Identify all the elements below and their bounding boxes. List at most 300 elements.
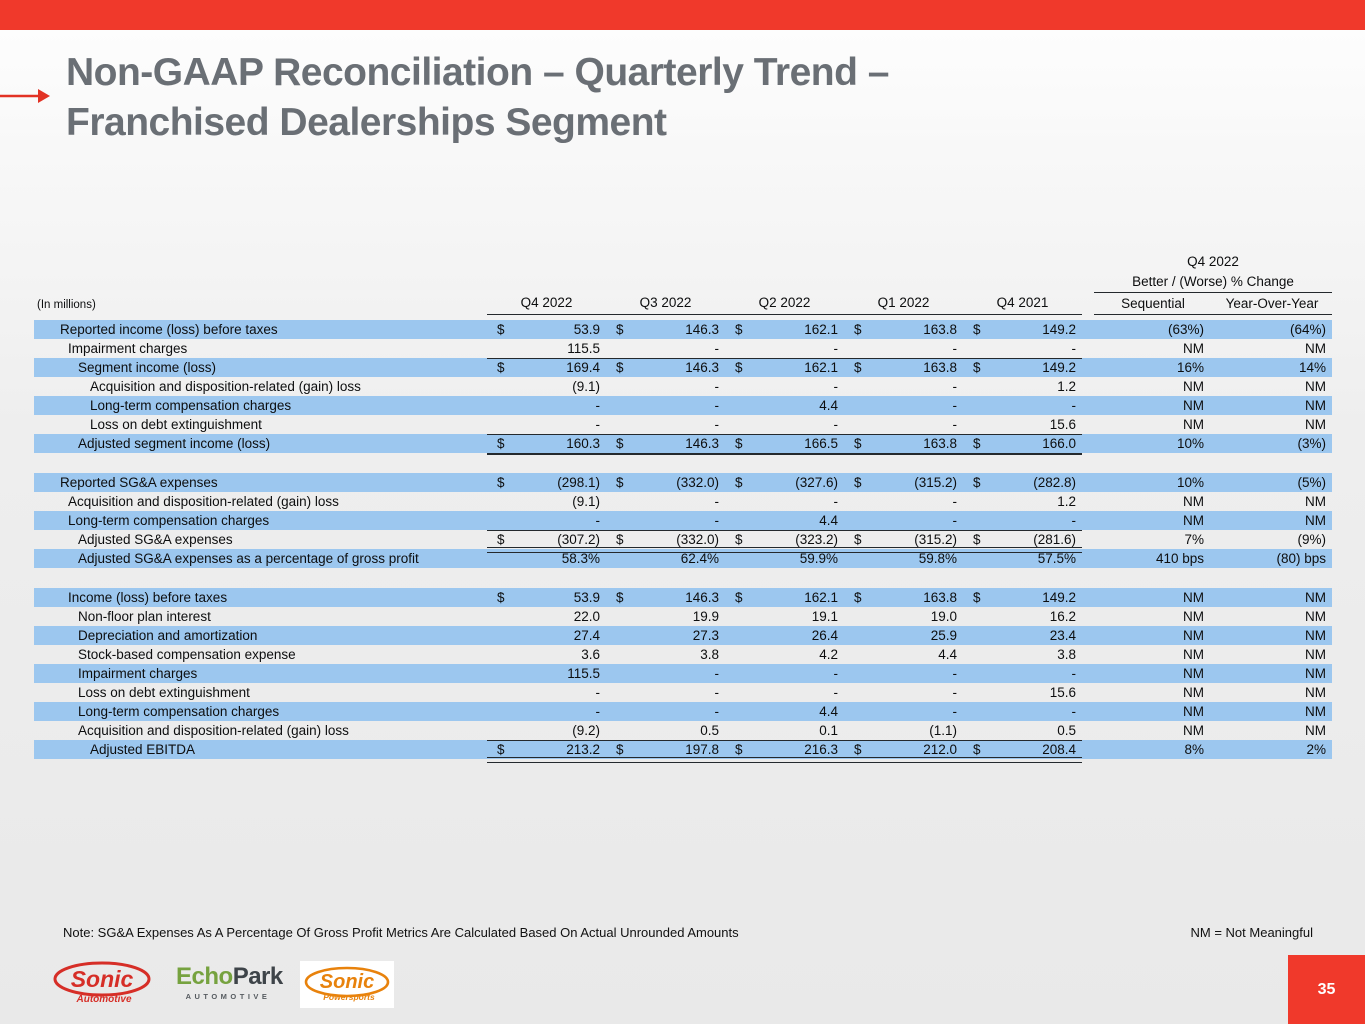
dollar-sign — [606, 626, 616, 645]
value-number: 149.2 — [1042, 590, 1076, 605]
red-arrow-icon — [0, 86, 52, 106]
value-number: 163.8 — [923, 360, 957, 375]
title-line-2: Franchised Dealerships Segment — [66, 101, 667, 144]
column-gap — [1082, 358, 1094, 377]
yoy-change-cell: (3%) — [1297, 436, 1326, 451]
top-red-bar — [0, 0, 1365, 30]
value-number: - — [952, 685, 957, 700]
value-number: - — [714, 685, 719, 700]
dollar-sign — [725, 377, 735, 396]
row-values — [487, 721, 1082, 740]
table-row — [34, 511, 1332, 530]
table-row — [34, 396, 1332, 415]
yoy-change-cell: NM — [1305, 590, 1326, 605]
table-row — [34, 721, 1332, 740]
sequential-change-cell: NM — [1183, 379, 1204, 394]
value-number: 163.8 — [923, 436, 957, 451]
table-header — [34, 248, 1332, 315]
value-cell — [606, 530, 725, 549]
value-cell — [844, 396, 963, 415]
dollar-sign — [725, 607, 735, 626]
quarter-header: Q3 2022 — [639, 295, 692, 310]
table-row — [34, 320, 1332, 339]
row-label: Long-term compensation charges — [90, 398, 292, 413]
value-number: (323.2) — [795, 532, 838, 547]
table-row — [34, 377, 1332, 396]
sequential-change-cell: NM — [1183, 704, 1204, 719]
dollar-sign — [606, 664, 616, 683]
dollar-sign — [725, 396, 735, 415]
dollar-sign — [487, 607, 497, 626]
sequential-change-cell: NM — [1183, 417, 1204, 432]
value-cell — [844, 549, 963, 568]
column-gap — [1082, 473, 1094, 492]
value-number: (282.8) — [1033, 475, 1076, 490]
row-values — [487, 626, 1082, 645]
yoy-change-cell: NM — [1305, 379, 1326, 394]
dollar-sign — [844, 492, 854, 511]
value-cell — [725, 702, 844, 721]
column-gap — [1082, 415, 1094, 434]
change-header-caption: Better / (Worse) % Change — [1094, 272, 1332, 293]
value-cell — [725, 683, 844, 702]
value-cell — [725, 320, 844, 339]
value-number: 59.8% — [918, 551, 957, 566]
dollar-sign — [963, 377, 973, 396]
dollar-sign: $ — [973, 742, 981, 757]
table-row — [34, 683, 1332, 702]
dollar-sign — [725, 549, 735, 568]
value-cell — [606, 683, 725, 702]
value-cell — [725, 511, 844, 530]
value-cell — [487, 721, 606, 740]
dollar-sign — [487, 339, 497, 358]
value-number: - — [595, 398, 600, 413]
value-number: 162.1 — [804, 322, 838, 337]
value-number: - — [952, 704, 957, 719]
column-gap — [1082, 530, 1094, 549]
value-cell — [963, 377, 1082, 396]
dollar-sign — [606, 683, 616, 702]
dollar-sign — [606, 607, 616, 626]
value-number: - — [833, 379, 838, 394]
value-number: 27.4 — [573, 628, 600, 643]
dollar-sign — [844, 396, 854, 415]
dollar-sign: $ — [616, 475, 624, 490]
value-number: 3.6 — [581, 647, 600, 662]
value-number: - — [952, 398, 957, 413]
value-number: 149.2 — [1042, 360, 1076, 375]
value-cell — [963, 645, 1082, 664]
row-values — [487, 434, 1082, 453]
dollar-sign: $ — [973, 436, 981, 451]
row-values — [487, 607, 1082, 626]
table-body — [34, 320, 1332, 759]
dollar-sign — [487, 549, 497, 568]
row-values — [487, 588, 1082, 607]
sequential-change-cell: NM — [1183, 723, 1204, 738]
row-values — [487, 683, 1082, 702]
dollar-sign — [487, 415, 497, 434]
yoy-change-cell: NM — [1305, 341, 1326, 356]
dollar-sign — [844, 645, 854, 664]
dollar-sign: $ — [854, 475, 862, 490]
row-label: Long-term compensation charges — [68, 513, 270, 528]
table-row — [34, 492, 1332, 511]
value-cell — [606, 549, 725, 568]
row-label: Acquisition and disposition-related (gain) loss — [78, 723, 349, 738]
value-number: 3.8 — [1057, 647, 1076, 662]
value-cell — [606, 607, 725, 626]
value-cell — [844, 645, 963, 664]
value-cell — [606, 377, 725, 396]
value-cell — [487, 530, 606, 549]
column-gap — [1082, 683, 1094, 702]
yoy-change-cell: (5%) — [1297, 475, 1326, 490]
dollar-sign: $ — [854, 360, 862, 375]
table-section — [34, 320, 1332, 453]
row-values — [487, 473, 1082, 492]
value-cell — [844, 664, 963, 683]
value-number: (9.2) — [572, 723, 600, 738]
change-subheader: Year-Over-Year — [1225, 296, 1319, 311]
quarter-column-headers — [487, 293, 1082, 315]
dollar-sign: $ — [735, 590, 743, 605]
change-subheader: Sequential — [1121, 296, 1185, 311]
column-gap — [1082, 664, 1094, 683]
row-label: Adjusted segment income (loss) — [78, 436, 271, 451]
value-number: 62.4% — [680, 551, 719, 566]
yoy-change-cell: (64%) — [1289, 322, 1326, 337]
value-number: - — [952, 379, 957, 394]
sequential-change-cell: NM — [1183, 513, 1204, 528]
value-number: - — [595, 704, 600, 719]
value-number: - — [595, 685, 600, 700]
row-label: Adjusted SG&A expenses — [78, 532, 233, 547]
value-cell — [725, 549, 844, 568]
value-cell — [844, 721, 963, 740]
value-cell — [963, 339, 1082, 358]
dollar-sign — [844, 702, 854, 721]
value-cell — [487, 396, 606, 415]
yoy-change-cell: NM — [1305, 513, 1326, 528]
value-number: 4.4 — [819, 398, 838, 413]
dollar-sign — [606, 339, 616, 358]
echopark-echo: Echo — [176, 963, 233, 990]
value-cell — [963, 607, 1082, 626]
value-cell — [487, 415, 606, 434]
value-cell — [606, 434, 725, 453]
dollar-sign — [487, 396, 497, 415]
row-values — [487, 339, 1082, 358]
dollar-sign — [606, 511, 616, 530]
yoy-change-cell: NM — [1305, 723, 1326, 738]
table-row — [34, 664, 1332, 683]
value-number: 166.5 — [804, 436, 838, 451]
dollar-sign — [487, 702, 497, 721]
dollar-sign: $ — [497, 475, 505, 490]
yoy-change-cell: 2% — [1306, 742, 1326, 757]
value-number: 4.4 — [819, 513, 838, 528]
value-number: - — [952, 417, 957, 432]
echopark-park: Park — [232, 963, 283, 990]
dollar-sign: $ — [854, 742, 862, 757]
row-label: Reported income (loss) before taxes — [60, 322, 278, 337]
value-cell — [606, 492, 725, 511]
value-number: (281.6) — [1033, 532, 1076, 547]
yoy-change-cell: NM — [1305, 494, 1326, 509]
value-number: 4.4 — [938, 647, 957, 662]
quarter-header: Q4 2021 — [996, 295, 1049, 310]
value-number: 58.3% — [561, 551, 600, 566]
value-cell — [725, 645, 844, 664]
value-cell — [487, 645, 606, 664]
dollar-sign — [963, 702, 973, 721]
yoy-change-cell: NM — [1305, 647, 1326, 662]
value-number: 26.4 — [811, 628, 838, 643]
quarter-header: Q1 2022 — [877, 295, 930, 310]
value-cell — [963, 434, 1082, 453]
row-label: Impairment charges — [78, 666, 198, 681]
dollar-sign — [844, 511, 854, 530]
value-cell — [725, 358, 844, 377]
value-number: - — [1071, 513, 1076, 528]
units-label: (In millions) — [37, 299, 96, 311]
value-cell — [606, 473, 725, 492]
row-values — [487, 664, 1082, 683]
sonic-subtext: Automotive — [76, 994, 132, 1005]
row-label: Acquisition and disposition-related (gain) loss — [90, 379, 361, 394]
dollar-sign — [487, 683, 497, 702]
value-number: (9.1) — [572, 494, 600, 509]
value-cell — [487, 588, 606, 607]
dollar-sign — [963, 683, 973, 702]
dollar-sign: $ — [854, 590, 862, 605]
dollar-sign: $ — [973, 360, 981, 375]
value-number: - — [714, 494, 719, 509]
quarter-header: Q4 2022 — [520, 295, 573, 310]
echopark-wordmark — [176, 963, 283, 990]
dollar-sign — [963, 396, 973, 415]
sequential-change-cell: 16% — [1176, 360, 1204, 375]
value-cell — [844, 702, 963, 721]
dollar-sign — [725, 492, 735, 511]
title-line-1: Non-GAAP Reconciliation – Quarterly Trend – — [66, 51, 889, 94]
dollar-sign: $ — [497, 360, 505, 375]
value-number: - — [714, 341, 719, 356]
sequential-change-cell: NM — [1183, 590, 1204, 605]
value-cell — [725, 396, 844, 415]
dollar-sign — [487, 645, 497, 664]
value-number: 3.8 — [700, 647, 719, 662]
dollar-sign — [844, 607, 854, 626]
value-number: - — [833, 341, 838, 356]
sequential-change-cell: NM — [1183, 647, 1204, 662]
value-cell — [606, 511, 725, 530]
row-label: Long-term compensation charges — [78, 704, 280, 719]
value-cell — [725, 377, 844, 396]
dollar-sign — [844, 683, 854, 702]
value-cell — [844, 511, 963, 530]
value-number: 59.9% — [799, 551, 838, 566]
value-number: - — [1071, 341, 1076, 356]
value-cell — [844, 492, 963, 511]
value-cell — [606, 396, 725, 415]
row-label: Impairment charges — [68, 341, 188, 356]
sequential-change-cell: 10% — [1176, 436, 1204, 451]
sequential-change-cell: NM — [1183, 398, 1204, 413]
dollar-sign — [963, 645, 973, 664]
value-cell — [487, 320, 606, 339]
table-row — [34, 415, 1332, 434]
row-label: Segment income (loss) — [78, 360, 217, 375]
value-cell — [844, 434, 963, 453]
value-number: 22.0 — [573, 609, 600, 624]
dollar-sign — [963, 721, 973, 740]
dollar-sign — [844, 549, 854, 568]
value-cell — [844, 530, 963, 549]
column-gap — [1082, 434, 1094, 453]
value-number: - — [1071, 666, 1076, 681]
row-label: Depreciation and amortization — [78, 628, 258, 643]
value-number: - — [833, 417, 838, 432]
row-values — [487, 415, 1082, 434]
value-number: (332.0) — [676, 532, 719, 547]
table-row — [34, 740, 1332, 759]
value-number: 25.9 — [930, 628, 957, 643]
value-number: (298.1) — [557, 475, 600, 490]
sequential-change-cell: NM — [1183, 494, 1204, 509]
value-number: (307.2) — [557, 532, 600, 547]
dollar-sign — [844, 664, 854, 683]
row-label: Loss on debt extinguishment — [78, 685, 250, 700]
column-gap — [1082, 740, 1094, 759]
value-number: 19.0 — [930, 609, 957, 624]
dollar-sign: $ — [735, 322, 743, 337]
table-row — [34, 626, 1332, 645]
value-cell — [963, 492, 1082, 511]
row-values — [487, 377, 1082, 396]
row-values — [487, 358, 1082, 377]
value-number: 115.5 — [567, 341, 600, 356]
value-number: - — [952, 513, 957, 528]
column-gap — [1082, 702, 1094, 721]
sonic-powersports-logo — [300, 961, 394, 1008]
yoy-change-cell: NM — [1305, 628, 1326, 643]
dollar-sign: $ — [616, 590, 624, 605]
value-cell — [606, 626, 725, 645]
value-cell — [606, 320, 725, 339]
column-gap — [1082, 339, 1094, 358]
value-number: 163.8 — [923, 590, 957, 605]
value-cell — [725, 607, 844, 626]
value-number: - — [714, 513, 719, 528]
value-number: - — [595, 417, 600, 432]
value-number: - — [952, 494, 957, 509]
value-number: 208.4 — [1042, 742, 1076, 757]
table-row — [34, 549, 1332, 568]
table-row — [34, 645, 1332, 664]
dollar-sign: $ — [616, 742, 624, 757]
value-number: 0.5 — [1057, 723, 1076, 738]
quarter-header: Q2 2022 — [758, 295, 811, 310]
sequential-change-cell: 7% — [1184, 532, 1204, 547]
value-cell — [725, 492, 844, 511]
value-cell — [487, 492, 606, 511]
value-number: (1.1) — [929, 723, 957, 738]
value-cell — [725, 721, 844, 740]
dollar-sign: $ — [973, 475, 981, 490]
powersports-subtext: Powersports — [323, 991, 375, 1002]
value-number: 169.4 — [566, 360, 600, 375]
sequential-change-cell: NM — [1183, 628, 1204, 643]
value-cell — [844, 607, 963, 626]
yoy-change-cell: (9%) — [1297, 532, 1326, 547]
value-number: 216.3 — [804, 742, 838, 757]
value-number: - — [833, 666, 838, 681]
value-number: 166.0 — [1042, 436, 1076, 451]
row-values — [487, 492, 1082, 511]
value-cell — [844, 320, 963, 339]
column-gap — [1082, 492, 1094, 511]
value-number: - — [714, 379, 719, 394]
value-number: 162.1 — [804, 590, 838, 605]
yoy-change-cell: NM — [1305, 666, 1326, 681]
row-values — [487, 396, 1082, 415]
value-cell — [606, 740, 725, 759]
table-row — [34, 473, 1332, 492]
footnote: Note: SG&A Expenses As A Percentage Of Gross Profit Metrics Are Calculated Based On Actual Unrounded Amounts — [63, 925, 739, 940]
value-cell — [844, 377, 963, 396]
row-values — [487, 702, 1082, 721]
row-label: Acquisition and disposition-related (gain) loss — [68, 494, 339, 509]
dollar-sign: $ — [854, 436, 862, 451]
dollar-sign: $ — [973, 532, 981, 547]
echopark-logo — [176, 963, 283, 1001]
dollar-sign — [606, 492, 616, 511]
value-cell — [963, 702, 1082, 721]
value-cell — [487, 511, 606, 530]
column-gap — [1082, 607, 1094, 626]
row-label: Loss on debt extinguishment — [90, 417, 262, 432]
value-cell — [606, 645, 725, 664]
value-number: 19.1 — [811, 609, 838, 624]
dollar-sign — [725, 683, 735, 702]
sequential-change-cell: 8% — [1184, 742, 1204, 757]
dollar-sign — [963, 607, 973, 626]
value-number: (9.1) — [572, 379, 600, 394]
value-number: 27.3 — [692, 628, 719, 643]
value-cell — [725, 626, 844, 645]
dollar-sign — [725, 702, 735, 721]
value-number: 213.2 — [566, 742, 600, 757]
value-number: 53.9 — [573, 590, 600, 605]
value-cell — [487, 434, 606, 453]
table-section — [34, 588, 1332, 759]
value-cell — [487, 377, 606, 396]
dollar-sign: $ — [497, 532, 505, 547]
value-number: 4.2 — [819, 647, 838, 662]
sequential-change-cell: NM — [1183, 609, 1204, 624]
value-cell — [725, 588, 844, 607]
value-cell — [606, 702, 725, 721]
column-gap — [1082, 549, 1094, 568]
value-cell — [606, 339, 725, 358]
column-gap — [1082, 396, 1094, 415]
value-cell — [844, 740, 963, 759]
value-number: 15.6 — [1049, 685, 1076, 700]
row-label: Non-floor plan interest — [78, 609, 211, 624]
